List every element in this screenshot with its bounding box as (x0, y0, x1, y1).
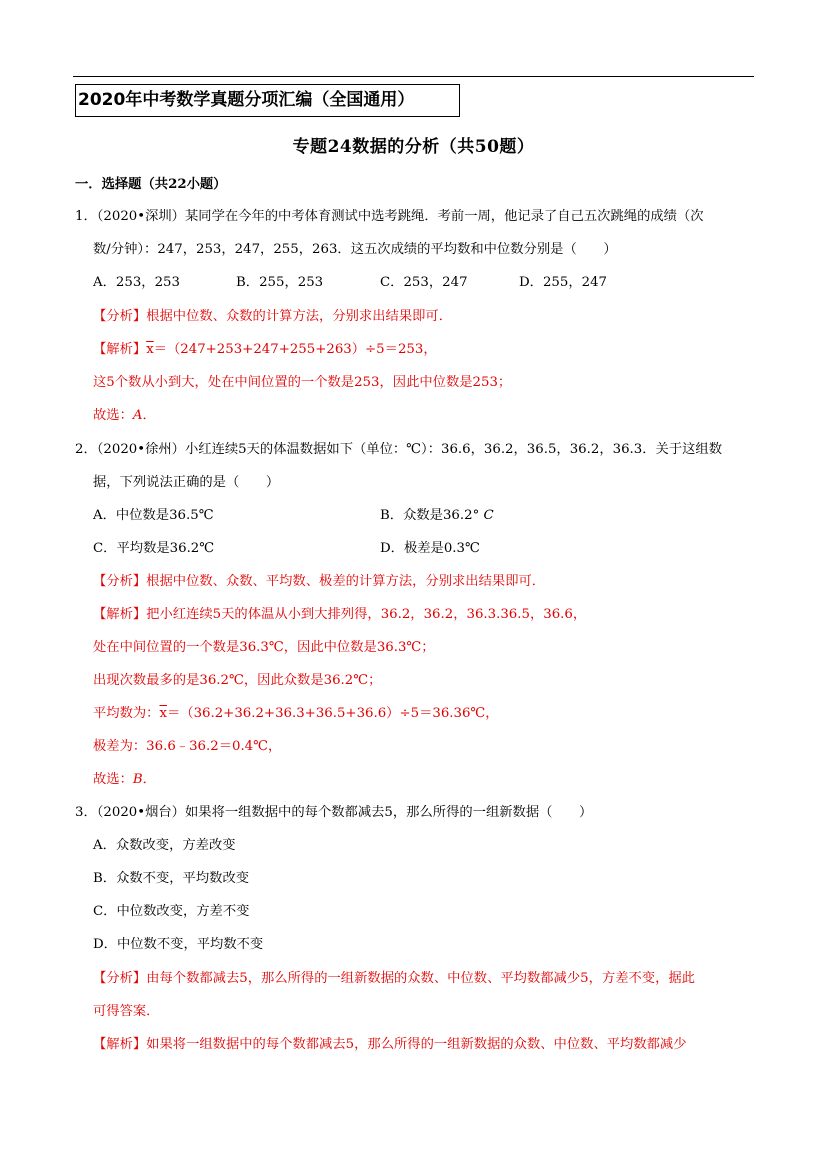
q2-solution-line3: 出现次数最多的是36.2℃，因此众数是36.2℃； (93, 673, 382, 688)
q2-answer (93, 771, 156, 789)
q3-option-c: C．中位数改变，方差不变 (93, 904, 250, 919)
q1-option-c: C．253，247 (380, 275, 468, 290)
q2-solution-line5: 极差为：36.6﹣36.2＝0.4℃， (93, 739, 282, 754)
q2-answer-suffix: ． (142, 772, 156, 787)
q2-option-c: C．平均数是36.2℃ (93, 541, 215, 556)
q1-option-b: B．255，253 (236, 275, 324, 290)
q3-option-a: A．众数改变，方差改变 (93, 838, 236, 853)
mean-symbol: $\overline{x}$ (146, 342, 154, 357)
document-title: 专题24数据的分析（共50题） (292, 137, 535, 157)
q3-option-d: D．中位数不变，平均数不变 (93, 937, 264, 952)
q2-stem-line2: 据，下列说法正确的是（ ） (93, 475, 280, 490)
q3-analysis-line1: 【分析】由每个数都减去5，那么所得的一组新数据的众数、中位数、平均数都减少5，方差不变，据此 (93, 971, 695, 986)
q1-analysis: 【分析】根据中位数、众数的计算方法，分别求出结果即可． (93, 309, 453, 324)
q2-option-a: A．中位数是36.5℃ (93, 508, 214, 523)
q1-stem-line1: 1．（2020•深圳）某同学在今年的中考体育测试中选考跳绳．考前一周，他记录了自己五次跳绳的成绩（次 (75, 209, 704, 224)
q2-solution-line2: 处在中间位置的一个数是36.3℃，因此中位数是36.3℃； (93, 640, 435, 655)
q1-option-a: A．253，253 (93, 275, 180, 290)
q3-stem: 3．（2020•烟台）如果将一组数据中的每个数都减去5，那么所得的一组新数据（ ） (75, 805, 593, 820)
q1-solution-line1 (93, 341, 437, 359)
q2-option-b-unit: C (483, 508, 494, 523)
q3-option-b: B．众数不变，平均数改变 (93, 871, 250, 886)
q2-stem-line1: 2．（2020•徐州）小红连续5天的体温数据如下（单位：℃）：36.6，36.2，36.5，36.2，36.3．关于这组数 (75, 442, 723, 457)
q2-mean-expression: ＝（36.2+36.2+36.3+36.5+36.6）÷5＝36.36℃， (166, 706, 499, 721)
q1-answer-letter: A (132, 408, 143, 423)
q1-solution-line2: 这5个数从小到大，处在中间位置的一个数是253，因此中位数是253； (93, 375, 512, 390)
q3-analysis-line2: 可得答案． (93, 1004, 160, 1019)
section-heading: 一．选择题（共22小题） (75, 177, 227, 192)
series-title-box: 2020年中考数学真题分项汇编（全国通用） (75, 84, 460, 117)
q1-answer (93, 407, 156, 425)
q1-stem-line2: 数/分钟）：247，253，247，255，263．这五次成绩的平均数和中位数分别是（ ） (93, 242, 617, 257)
q2-option-b-text: B．众数是36.2° (380, 508, 480, 523)
mean-symbol: $\overline{x}$ (159, 706, 167, 721)
q1-solution-label: 【解析】 (93, 342, 147, 357)
q2-solution-line1: 【解析】把小红连续5天的体温从小到大排列得，36.2，36.2，36.3.36.5，36.6， (93, 607, 587, 622)
q2-mean-label: 平均数为： (93, 706, 160, 721)
q2-analysis: 【分析】根据中位数、众数、平均数、极差的计算方法，分别求出结果即可． (93, 574, 546, 589)
q2-option-b (380, 507, 494, 525)
q2-option-d: D．极差是0.3℃ (380, 541, 480, 556)
q1-solution-expression: ＝（247+253+247+255+263）÷5＝253， (153, 342, 437, 357)
q1-answer-prefix: 故选： (93, 408, 133, 423)
q1-answer-suffix: ． (142, 408, 156, 423)
q1-option-d: D．255，247 (519, 275, 608, 290)
header-rule (73, 76, 754, 77)
q3-solution-line1: 【解析】如果将一组数据中的每个数都减去5，那么所得的一组新数据的众数、中位数、平均数都减少 (93, 1037, 687, 1052)
q2-solution-line4 (93, 705, 499, 723)
q2-answer-prefix: 故选： (93, 772, 133, 787)
q2-answer-letter: B (132, 772, 143, 787)
